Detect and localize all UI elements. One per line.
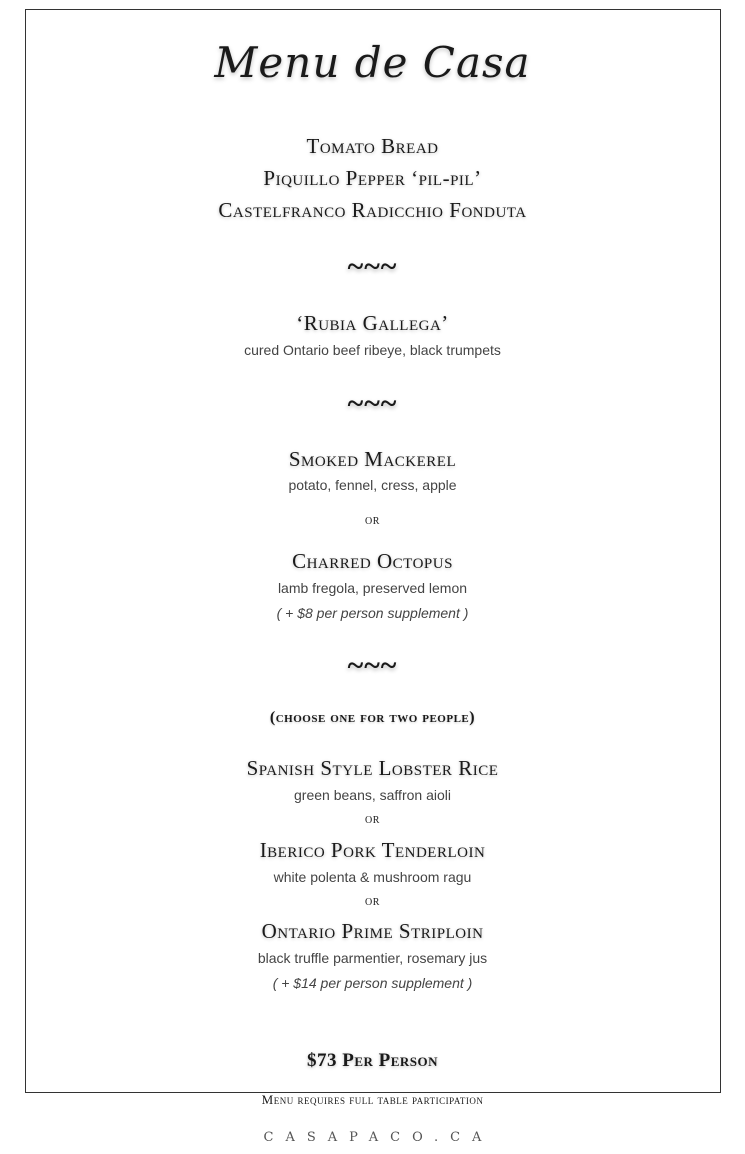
course3-option2-description: lamb fregola, preserved lemon — [277, 580, 468, 596]
menu-title: Menu de Casa — [214, 38, 531, 87]
main-option1-description: green beans, saffron aioli — [294, 787, 451, 803]
course-divider: ~~~ — [347, 649, 398, 682]
or-separator: or — [365, 812, 380, 827]
course2-description: cured Ontario beef ribeye, black trumpets — [244, 342, 501, 358]
course-divider: ~~~ — [347, 387, 398, 420]
menu-price: $73 Per Person — [306, 1050, 439, 1071]
course2-name: ‘Rubia Gallega’ — [296, 311, 449, 335]
or-separator: or — [365, 513, 380, 528]
mains-heading: (choose one for two people) — [269, 709, 476, 726]
website-footer: CASAPACO.CA — [263, 1130, 494, 1145]
main-option1-name: Spanish Style Lobster Rice — [246, 756, 499, 780]
course3-option2-supplement: ( + $8 per person supplement ) — [276, 605, 469, 621]
course3-option1-description: potato, fennel, cress, apple — [288, 477, 457, 493]
course-divider: ~~~ — [347, 250, 398, 283]
main-option2-name: Iberico Pork Tenderloin — [259, 838, 486, 862]
main-option3-name: Ontario Prime Striploin — [261, 919, 484, 943]
main-option3-supplement: ( + $14 per person supplement ) — [272, 975, 473, 991]
course3-option2-name: Charred Octopus — [292, 549, 453, 573]
main-option3-description: black truffle parmentier, rosemary jus — [257, 950, 488, 966]
starter-piquillo-pepper: Piquillo Pepper ‘pil-pil’ — [263, 166, 482, 190]
or-separator: or — [365, 894, 380, 909]
starter-tomato-bread: Tomato Bread — [306, 134, 439, 158]
course3-option1-name: Smoked Mackerel — [288, 447, 457, 471]
starter-radicchio-fonduta: Castelfranco Radicchio Fonduta — [218, 198, 527, 222]
participation-note: Menu requires full table participation — [261, 1092, 484, 1107]
main-option2-description: white polenta & mushroom ragu — [273, 869, 472, 885]
